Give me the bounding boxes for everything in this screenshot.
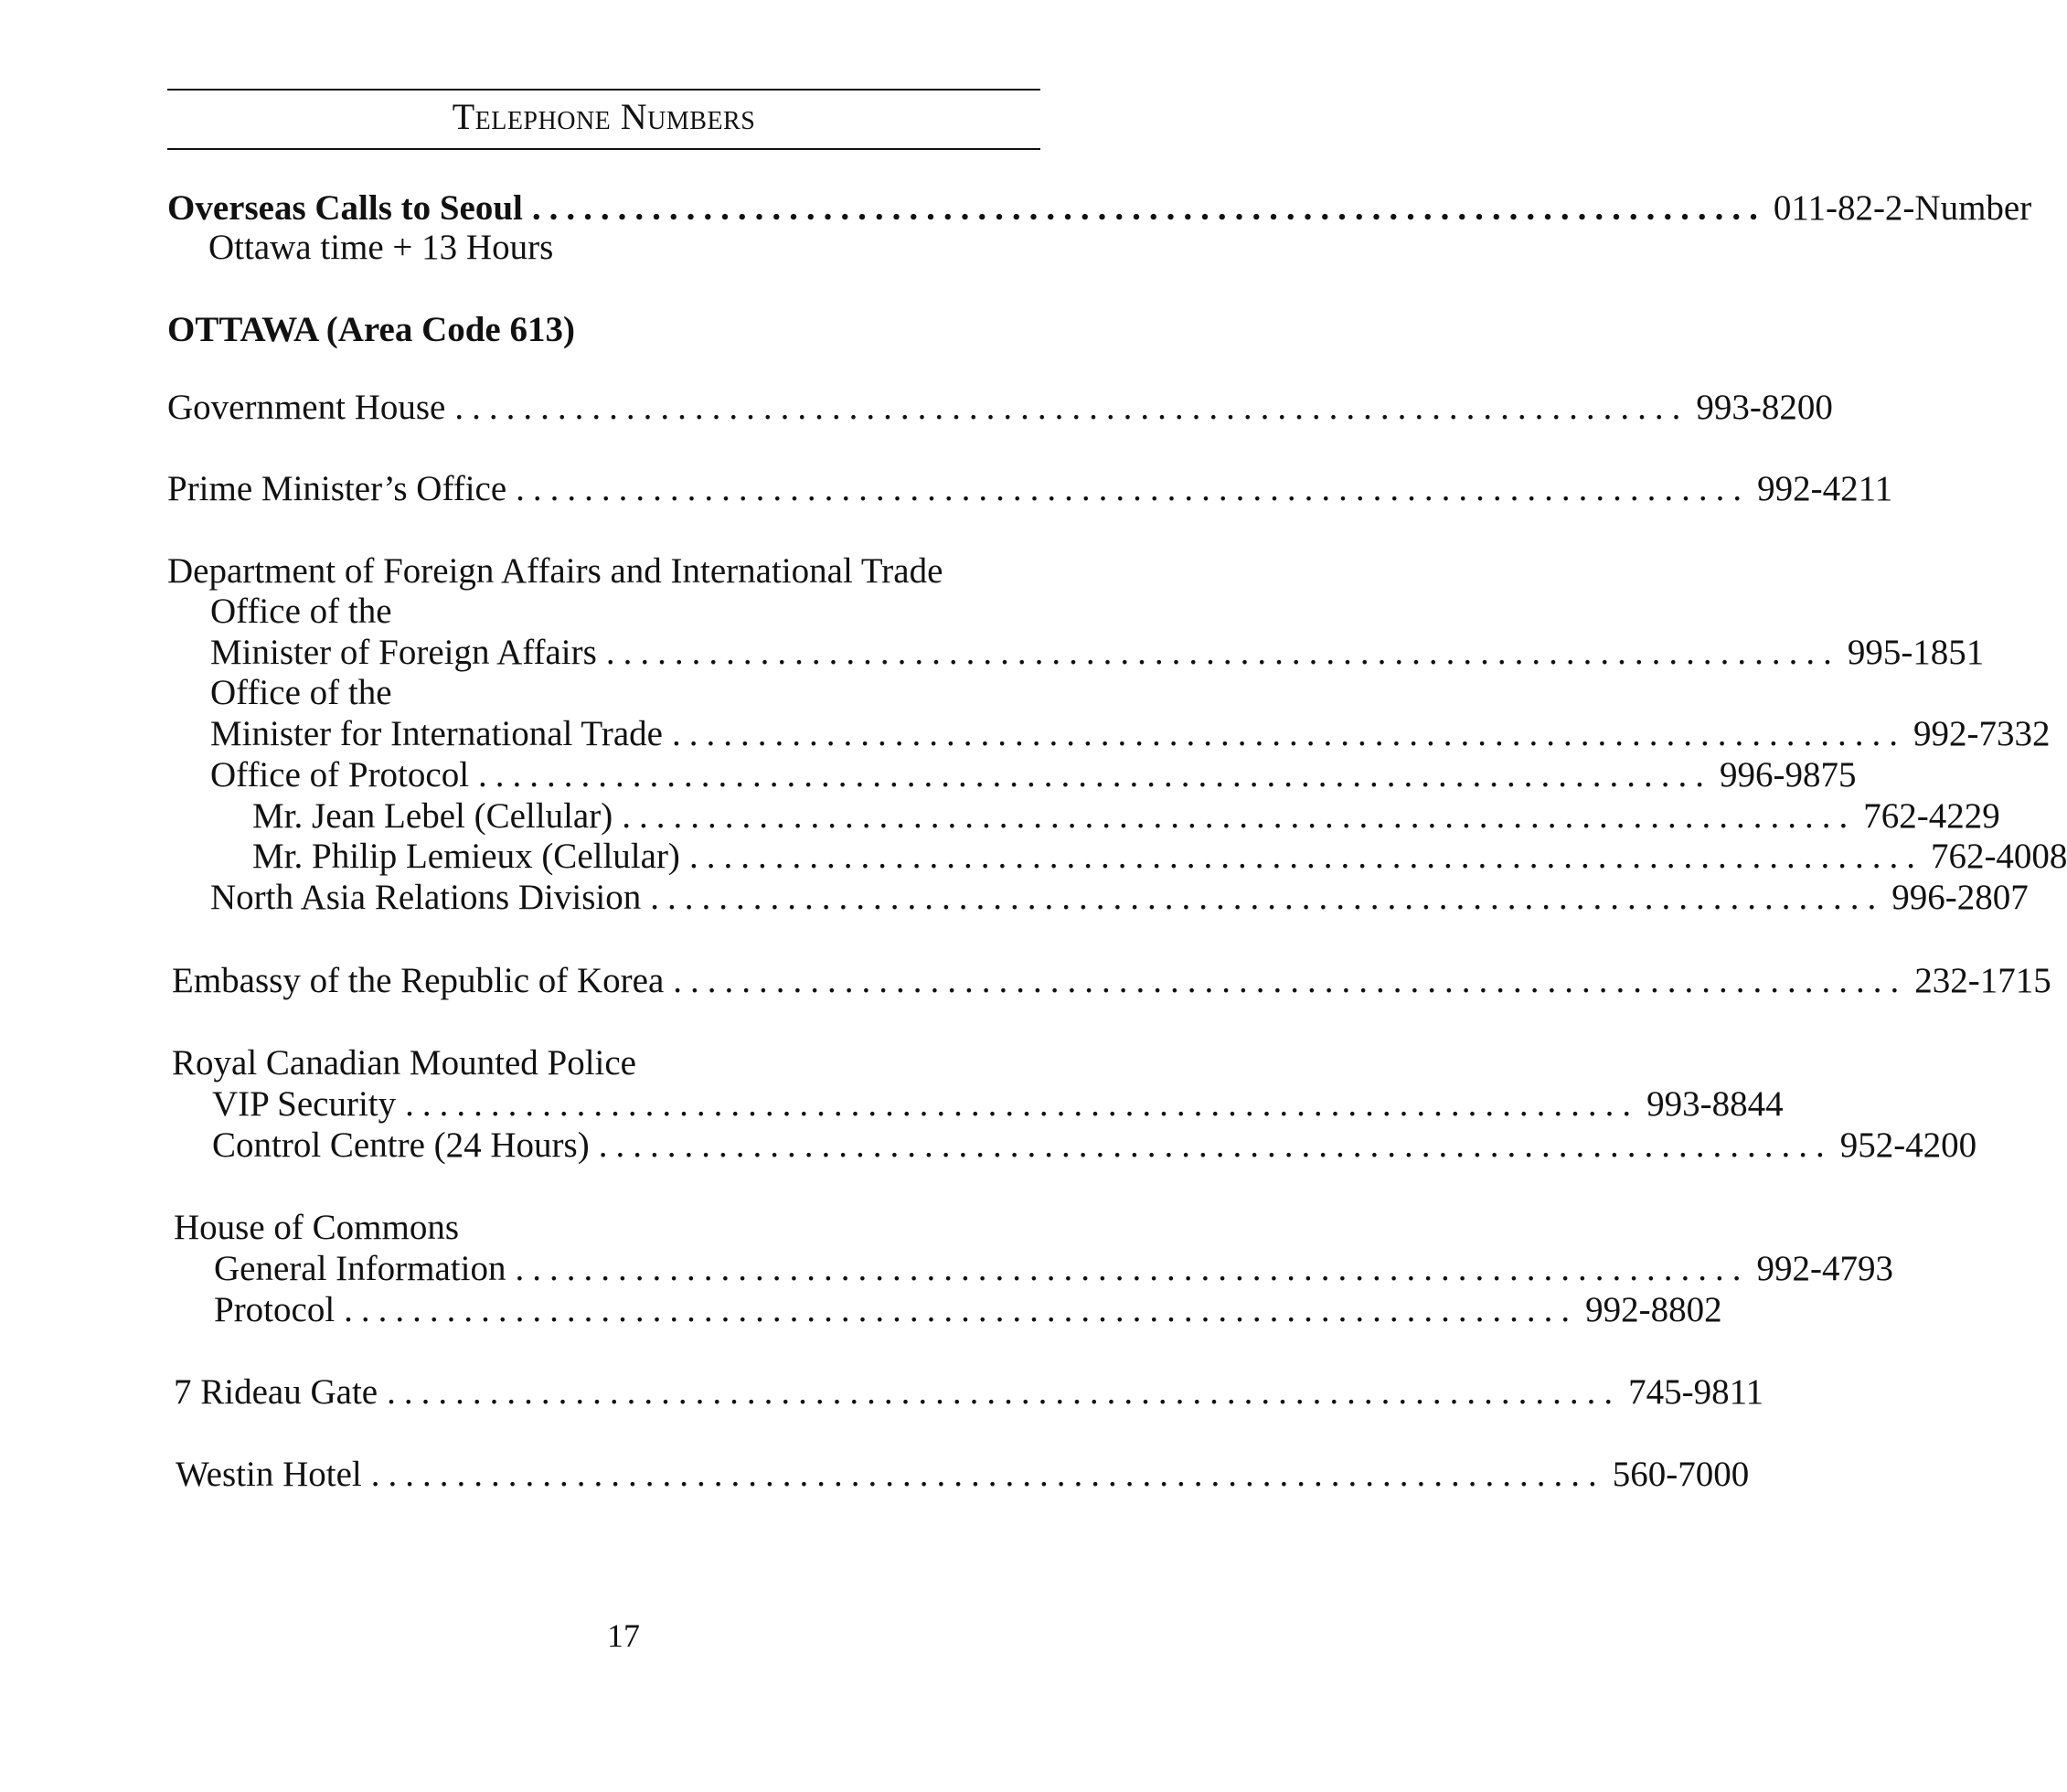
entry-label: General Information <box>214 1249 506 1288</box>
dot-leader: ........................................................................ <box>515 1249 1750 1288</box>
entry-label: Mr. Jean Lebel (Cellular) <box>252 796 613 836</box>
entry-label: Mr. Philip Lemieux (Cellular) <box>252 837 680 876</box>
entry-number: 992-4211 <box>1757 469 1893 508</box>
dot-leader: ........................................................................ <box>688 837 1923 876</box>
dot-leader: ........................................................................ <box>454 388 1689 427</box>
entry-commons-protocol <box>214 1289 1722 1331</box>
rcmp-heading: Royal Canadian Mounted Police <box>172 1043 636 1083</box>
entry-number: 996-9875 <box>1720 755 1857 795</box>
entry-minister-foreign-affairs <box>210 632 1985 674</box>
dot-leader: ........................................................................ <box>370 1455 1605 1494</box>
header-top-rule <box>167 89 1040 91</box>
entry-label: Protocol <box>214 1290 336 1329</box>
mit-line1: Office of the <box>210 673 392 712</box>
entry-number: 232-1715 <box>1914 961 2051 1000</box>
entry-number: 996-2807 <box>1891 878 2029 917</box>
entry-number: 952-4200 <box>1839 1125 1977 1165</box>
page-title: Telephone Numbers <box>452 96 756 137</box>
entry-number: 992-8802 <box>1585 1290 1722 1329</box>
entry-north-asia-relations <box>210 877 2029 919</box>
entry-office-of-protocol <box>210 754 1857 796</box>
commons-heading: House of Commons <box>174 1208 459 1247</box>
entry-number: 993-8844 <box>1646 1084 1784 1124</box>
page-number: 17 <box>607 1617 640 1654</box>
entry-label: Embassy of the Republic of Korea <box>172 961 665 1000</box>
entry-number: 995-1851 <box>1847 633 1985 672</box>
entry-label: VIP Security <box>212 1084 397 1124</box>
entry-label: 7 Rideau Gate <box>174 1372 378 1412</box>
entry-philip-lemieux <box>252 836 2067 878</box>
entry-number: 560-7000 <box>1612 1455 1750 1494</box>
overseas-note: Ottawa time + 13 Hours <box>208 228 554 267</box>
entry-number: 993-8200 <box>1696 388 1833 427</box>
dot-leader: ........................................................................ <box>516 469 1751 508</box>
dot-leader: ........................................................................ <box>387 1372 1622 1412</box>
entry-label: Prime Minister’s Office <box>167 469 507 508</box>
dot-leader: ........................................................................ <box>605 633 1840 672</box>
entry-label: Minister of Foreign Affairs <box>210 633 597 672</box>
entry-label: Office of Protocol <box>210 755 470 795</box>
entry-control-centre <box>212 1125 1977 1167</box>
entry-label: Control Centre (24 Hours) <box>212 1125 590 1165</box>
entry-number: 011-82-2-Number <box>1773 188 2032 228</box>
entry-number: 762-4008 <box>1930 837 2067 876</box>
header-bottom-rule <box>167 148 1040 150</box>
entry-rideau-gate <box>174 1371 1764 1413</box>
entry-label: Westin Hotel <box>176 1455 362 1494</box>
entry-number: 992-4793 <box>1756 1249 1893 1288</box>
dot-leader: ........................................................................ <box>531 188 1766 228</box>
entry-label: North Asia Relations Division <box>210 878 642 917</box>
dot-leader: ........................................................................ <box>598 1125 1833 1165</box>
mfa-line1: Office of the <box>210 592 392 631</box>
entry-number: 762-4229 <box>1863 796 2000 836</box>
entry-government-house <box>167 387 1833 429</box>
entry-number: 992-7332 <box>1913 714 2051 753</box>
entry-embassy-korea <box>172 960 2051 1002</box>
entry-general-information <box>214 1248 1893 1290</box>
entry-vip-security <box>212 1083 1784 1125</box>
entry-jean-lebel <box>252 795 2000 837</box>
entry-minister-international-trade <box>210 713 2051 755</box>
entry-label: Overseas Calls to Seoul <box>167 188 523 228</box>
dot-leader: ........................................................................ <box>344 1290 1579 1329</box>
entry-prime-ministers-office <box>167 468 1893 510</box>
dot-leader: ........................................................................ <box>650 878 1885 917</box>
dot-leader: ........................................................................ <box>673 961 1908 1000</box>
entry-number: 745-9811 <box>1628 1372 1764 1412</box>
dot-leader: ........................................................................ <box>405 1084 1640 1124</box>
dfait-heading: Department of Foreign Affairs and International Trade <box>167 551 943 591</box>
entry-westin-hotel <box>176 1454 1750 1496</box>
entry-label: Government House <box>167 388 446 427</box>
overseas-calls-entry <box>167 187 2032 229</box>
section-heading: OTTAWA (Area Code 613) <box>167 310 575 349</box>
dot-leader: ........................................................................ <box>671 714 1906 753</box>
dot-leader: ........................................................................ <box>622 796 1857 836</box>
dot-leader: ........................................................................ <box>478 755 1713 795</box>
entry-label: Minister for International Trade <box>210 714 663 753</box>
